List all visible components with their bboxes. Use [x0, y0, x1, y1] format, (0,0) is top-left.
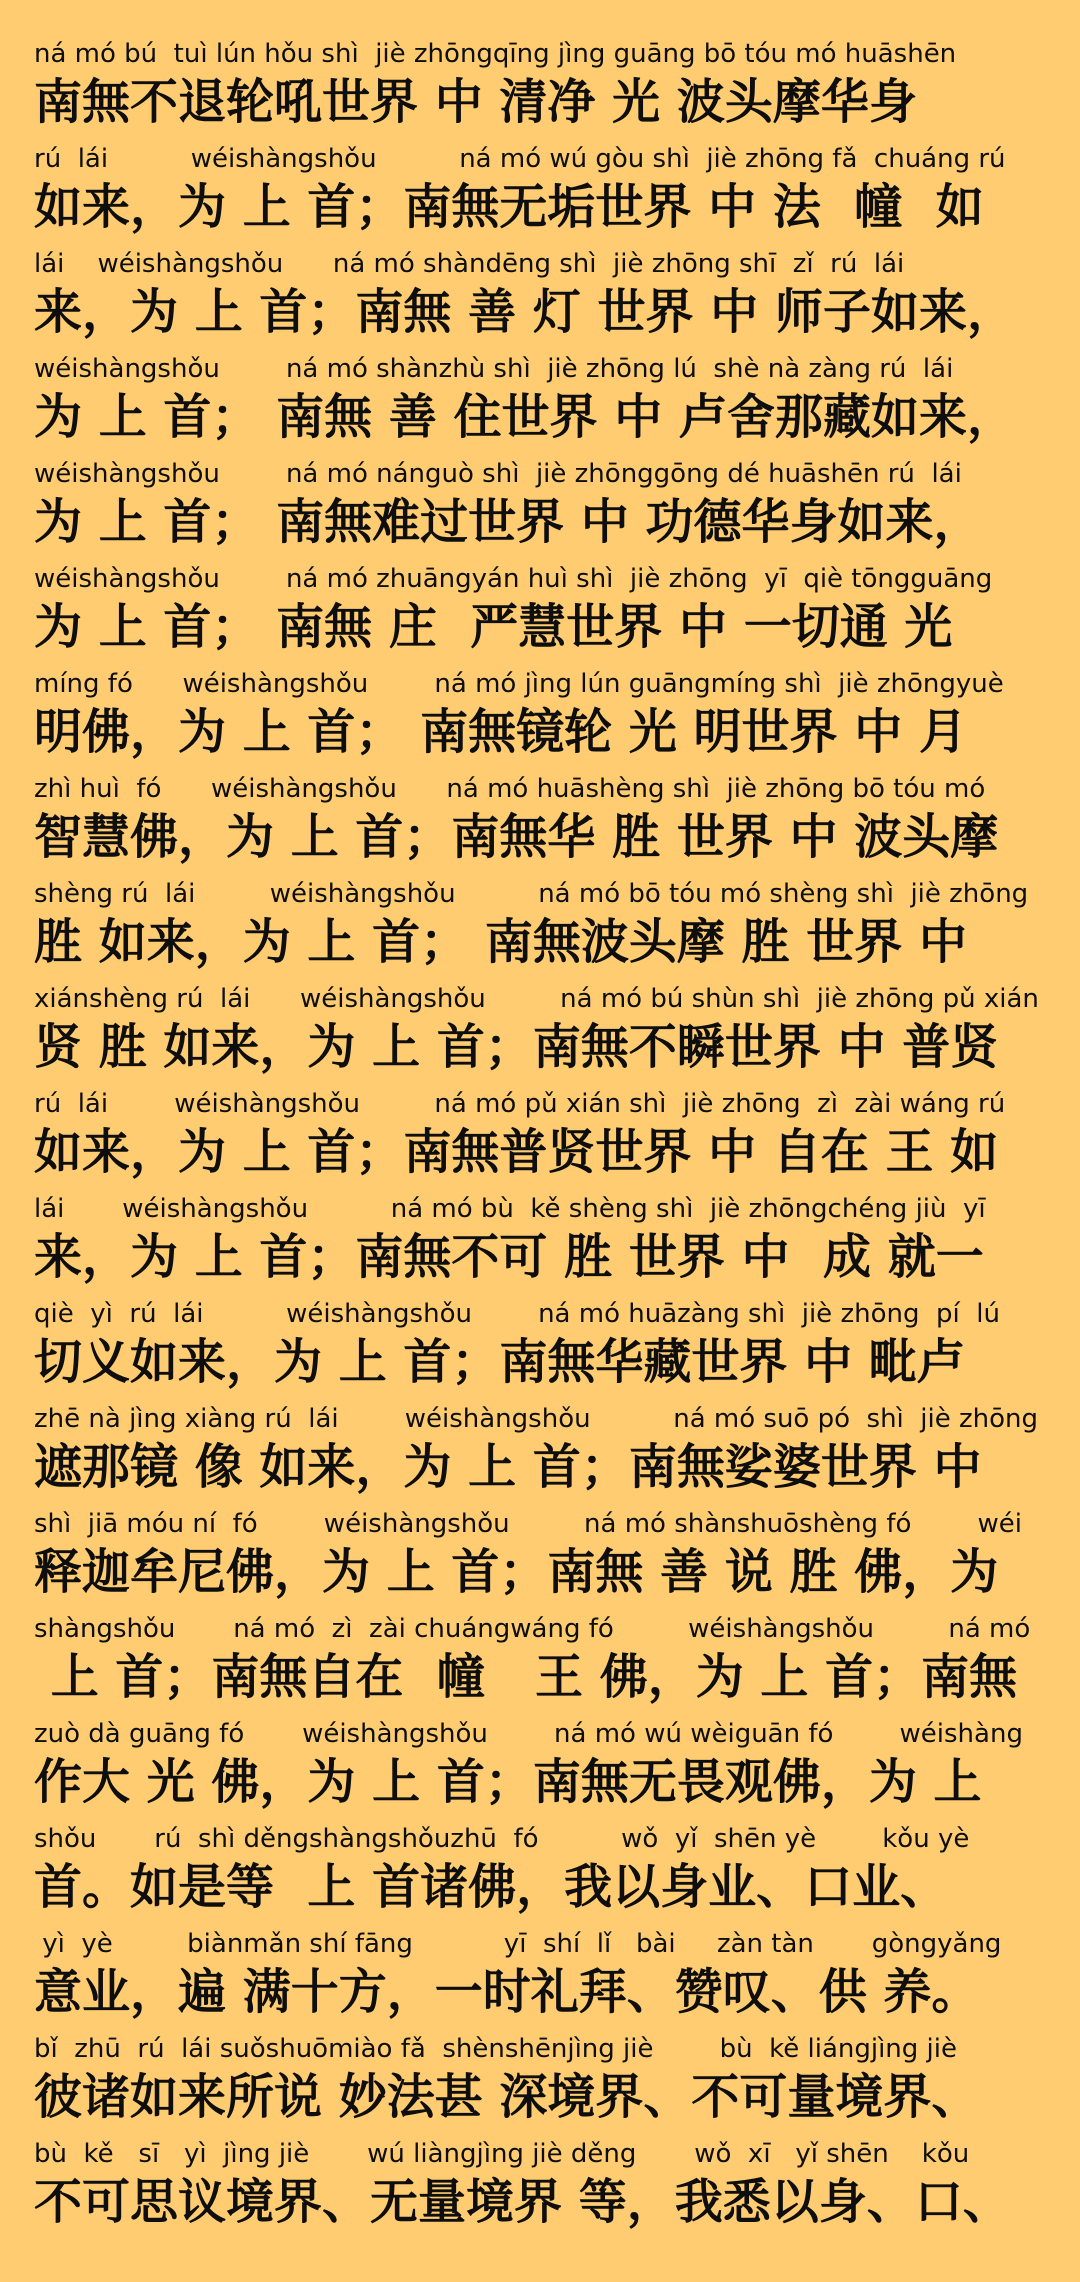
pinyin-line: wéishàngshǒu ná mó zhuāngyán huì shì jiè zhōng yī qiè tōngguāng — [34, 564, 993, 594]
hanzi-line: 明佛，为 上 首； 南無镜轮 光 明世界 中 月 — [34, 704, 967, 760]
text-line-14 — [34, 1400, 1046, 1505]
pinyin-line: zuò dà guāng fó wéishàngshǒu ná mó wú wèiguān fó wéishàng — [34, 1719, 1023, 1749]
text-line-13 — [34, 1295, 1046, 1400]
text-line-2 — [34, 140, 1046, 245]
text-line-16 — [34, 1610, 1046, 1715]
hanzi-line: 不可思议境界、无量境界 等，我悉以身、口、 — [34, 2174, 1011, 2230]
text-line-3 — [34, 245, 1046, 350]
text-line-21 — [34, 2135, 1046, 2240]
text-line-1 — [34, 35, 1046, 140]
pinyin-line: zhì huì fó wéishàngshǒu ná mó huāshèng shì jiè zhōng bō tóu mó — [34, 774, 986, 804]
text-line-18 — [34, 1820, 1046, 1925]
hanzi-line: 如来，为 上 首；南無普贤世界 中 自在 王 如 — [34, 1124, 999, 1180]
hanzi-line: 为 上 首； 南無 善 住世界 中 卢舍那藏如来， — [34, 389, 1015, 445]
pinyin-line: bǐ zhū rú lái suǒshuōmiào fǎ shènshēnjìng jiè bù kě liángjìng jiè — [34, 2034, 957, 2064]
pinyin-line: rú lái wéishàngshǒu ná mó wú gòu shì jiè zhōng fǎ chuáng rú — [34, 144, 1006, 174]
text-line-12 — [34, 1190, 1046, 1295]
hanzi-line: 上 首；南無自在 幢 王 佛，为 上 首；南無 — [34, 1649, 1018, 1705]
text-line-15 — [34, 1505, 1046, 1610]
text-line-17 — [34, 1715, 1046, 1820]
text-line-4 — [34, 350, 1046, 455]
pinyin-line: rú lái wéishàngshǒu ná mó pǔ xián shì jiè zhōng zì zài wáng rú — [34, 1089, 1006, 1119]
hanzi-line: 如来，为 上 首；南無无垢世界 中 法 幢 如 — [34, 179, 984, 235]
hanzi-line: 切义如来，为 上 首；南無华藏世界 中 毗卢 — [34, 1334, 965, 1390]
hanzi-line: 为 上 首； 南無难过世界 中 功德华身如来， — [34, 494, 982, 550]
hanzi-line: 作大 光 佛，为 上 首；南無无畏观佛，为 上 — [34, 1754, 982, 1810]
pinyin-line: qiè yì rú lái wéishàngshǒu ná mó huāzàng shì jiè zhōng pí lú — [34, 1299, 1000, 1329]
hanzi-line: 来，为 上 首；南無 善 灯 世界 中 师子如来， — [34, 284, 1015, 340]
hanzi-line: 遮那镜 像 如来，为 上 首；南無娑婆世界 中 — [34, 1439, 982, 1495]
hanzi-line: 意业，遍 满十方，一时礼拜、赞叹、供 养。 — [34, 1964, 980, 2020]
text-line-6 — [34, 560, 1046, 665]
text-line-10 — [34, 980, 1046, 1085]
hanzi-line: 彼诸如来所说 妙法甚 深境界、不可量境界、 — [34, 2069, 980, 2125]
text-line-20 — [34, 2030, 1046, 2135]
pinyin-line: xiánshèng rú lái wéishàngshǒu ná mó bú shùn shì jiè zhōng pǔ xián — [34, 984, 1039, 1014]
hanzi-line: 来，为 上 首；南無不可 胜 世界 中 成 就一 — [34, 1229, 984, 1285]
hanzi-line: 首。如是等 上 首诸佛，我以身业、口业、 — [34, 1859, 949, 1915]
hanzi-line: 贤 胜 如来，为 上 首；南無不瞬世界 中 普贤 — [34, 1019, 999, 1075]
text-line-11 — [34, 1085, 1046, 1190]
pinyin-line: zhē nà jìng xiàng rú lái wéishàngshǒu ná mó suō pó shì jiè zhōng — [34, 1404, 1039, 1434]
text-line-8 — [34, 770, 1046, 875]
hanzi-line: 智慧佛，为 上 首；南無华 胜 世界 中 波头摩 — [34, 809, 999, 865]
hanzi-line: 为 上 首； 南無 庄 严慧世界 中 一切通 光 — [34, 599, 953, 655]
text-line-7 — [34, 665, 1046, 770]
pinyin-line: bù kě sī yì jìng jiè wú liàngjìng jiè děng wǒ xī yǐ shēn kǒu — [34, 2139, 970, 2169]
pinyin-line: míng fó wéishàngshǒu ná mó jìng lún guāngmíng shì jiè zhōngyuè — [34, 669, 1004, 699]
pinyin-line: shàngshǒu ná mó zì zài chuángwáng fó wéishàngshǒu ná mó — [34, 1614, 1031, 1644]
hanzi-line: 释迦牟尼佛，为 上 首；南無 善 说 胜 佛，为 — [34, 1544, 999, 1600]
text-line-9 — [34, 875, 1046, 980]
hanzi-line: 南無不退轮吼世界 中 清净 光 波头摩华身 — [34, 74, 917, 130]
pinyin-line: yì yè biànmǎn shí fāng yī shí lǐ bài zàn tàn gòngyǎng — [34, 1929, 1002, 1959]
text-line-5 — [34, 455, 1046, 560]
pinyin-line: lái wéishàngshǒu ná mó bù kě shèng shì jiè zhōngchéng jiù yī — [34, 1194, 986, 1224]
hanzi-line: 胜 如来，为 上 首； 南無波头摩 胜 世界 中 — [34, 914, 967, 970]
pinyin-line: lái wéishàngshǒu ná mó shàndēng shì jiè zhōng shī zǐ rú lái — [34, 249, 905, 279]
pinyin-line: shì jiā móu ní fó wéishàngshǒu ná mó shànshuōshèng fó wéi — [34, 1509, 1022, 1539]
pinyin-line: shèng rú lái wéishàngshǒu ná mó bō tóu mó shèng shì jiè zhōng — [34, 879, 1029, 909]
text-line-19 — [34, 1925, 1046, 2030]
pinyin-line: shǒu rú shì děngshàngshǒuzhū fó wǒ yǐ shēn yè kǒu yè — [34, 1824, 970, 1854]
pinyin-line: wéishàngshǒu ná mó shànzhù shì jiè zhōng lú shè nà zàng rú lái — [34, 354, 954, 384]
pinyin-line: ná mó bú tuì lún hǒu shì jiè zhōngqīng jìng guāng bō tóu mó huāshēn — [34, 39, 957, 69]
pinyin-line: wéishàngshǒu ná mó nánguò shì jiè zhōnggōng dé huāshēn rú lái — [34, 459, 962, 489]
